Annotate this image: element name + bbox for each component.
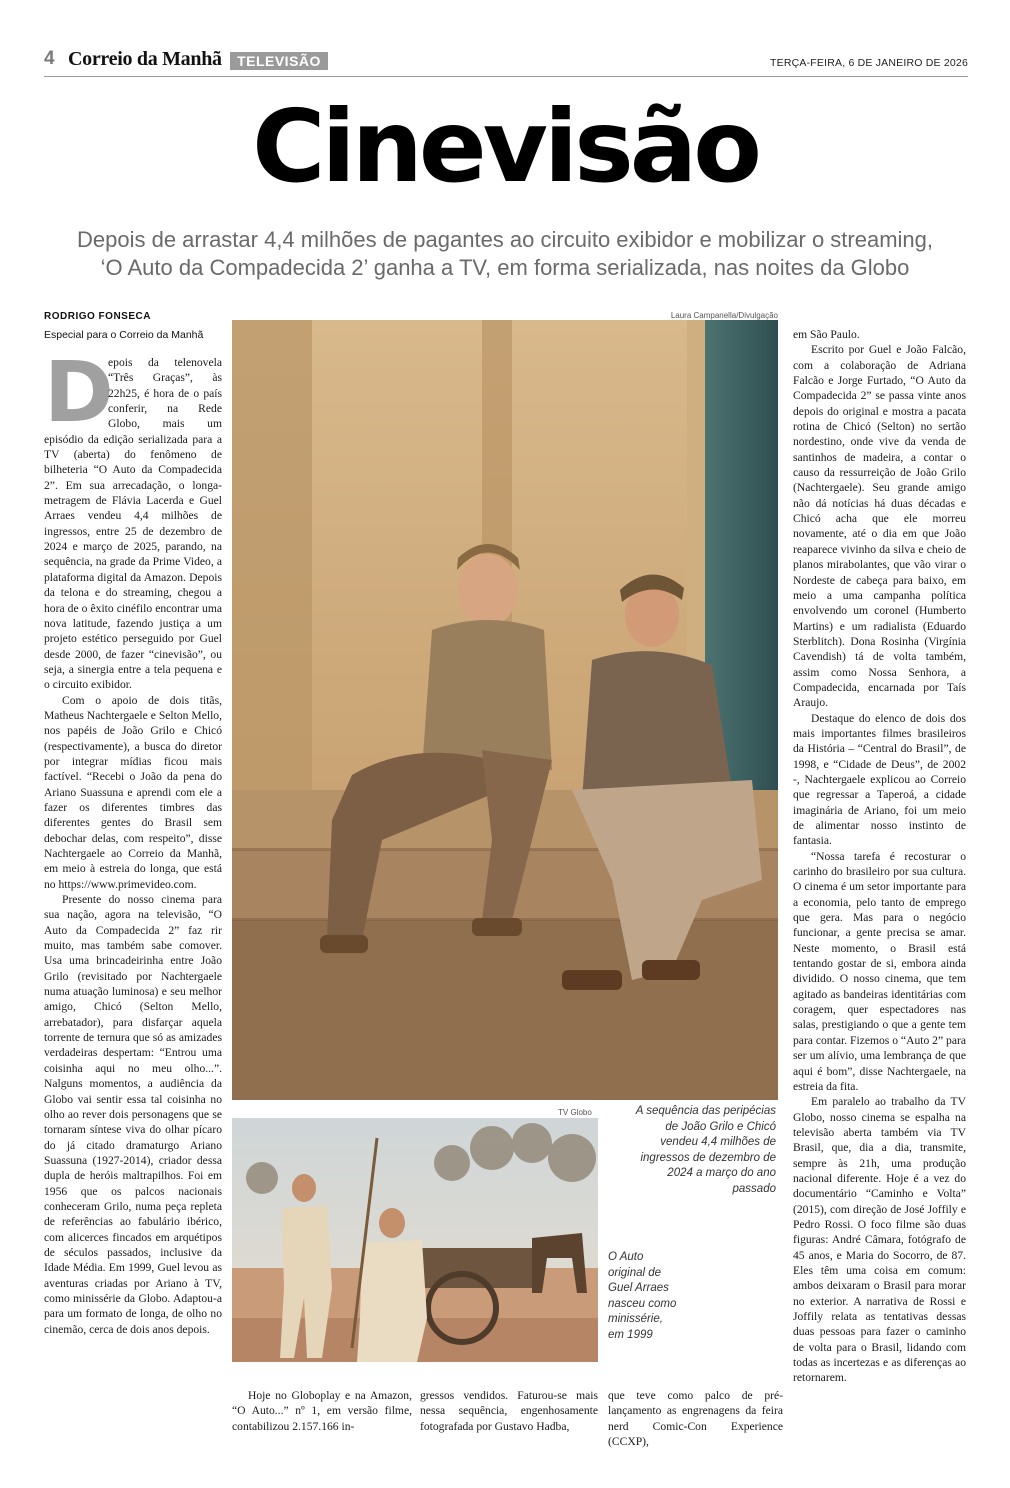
subtitle [44,226,966,282]
author-role: Especial para o Correio da Manhã [44,329,204,341]
small-photo-illustration [232,1118,598,1362]
article-column-4 [608,1388,783,1468]
photo-credit-main: Laura Campanella/Divulgação [670,311,778,320]
paragraph: “Nossa tarefa é recosturar o carinho do brasileiro por sua cultura. O cinema é um setor importante para a economia, pelo tanto de emprego que gera. Mas para o negócio funcionar, a gente precisa se amar. Neste momento, o Brasil está tentando gostar de si, embora ainda dividido. O nosso cinema, que tem agitado as bandeiras identitárias com coragem, quer espectadores nas salas, prestigiando o que a gente tem para contar. Fizemos o “Auto 2” para ser um alívio, uma lembrança de que aqui é bom”, disse Nachtergaele, na estreia da fita. [793,849,966,1093]
section-tag: TELEVISÃO [230,52,328,70]
paragraph: em São Paulo. [793,328,860,341]
article-column-1 [44,355,222,1445]
newspaper-name: Correio da Manhã [68,48,222,70]
author-name: RODRIGO FONSECA [44,311,151,322]
small-photo [232,1118,598,1362]
page-number: 4 [44,48,55,69]
main-photo-illustration [232,320,778,1100]
subtitle-line-1: Depois de arrastar 4,4 milhões de pagantes ao circuito exibidor e mobilizar o streaming, [77,227,933,252]
main-photo-caption: A sequência das peripécias de João Grilo e Chicó vendeu 4,4 milhões de ingressos de dezembro de 2024 a março do ano passado [635,1105,776,1195]
article-column-2 [232,1388,412,1468]
paragraph: Escrito por Guel e João Falcão, com a colaboração de Adriana Falcão e Jorge Furtado, “O Auto da Compadecida 2” se passa vinte anos depois do original e mostra a pacata rotina de Chicó (Selton) no sertão nordestino, onde vive da venda de santinhos de madeira, a contar o causo da ressurreição de João Grilo (Nachtergaele). Seu grande amigo não dá notícias há duas décadas e Chicó acha que ele morreu novamente, até o dia em que João reaparece vivinho da silva e cheio de planos mirabolantes, que vão virar o Nordeste de cabeça para baixo, em meio a uma campanha política envolvendo um coronel (Humberto Martins) e um radialista (Eduardo Sterblitch). Dona Rosinha (Virgínia Cavendish) tá de volta também, assim como Nossa Senhora, a Compadecida, encarnada por Taís Araujo. [793,343,966,710]
paragraph: gressos vendidos. Faturou-se mais nessa sequência, engenhosamente fotografada por Gustavo Hadba, [420,1389,598,1433]
photo-credit-small: TV Globo [558,1108,592,1117]
drop-cap: D [44,355,114,441]
paragraph: que teve como palco de pré-lançamento as engrenagens da feira nerd Comic-Con Experience (CCXP), [608,1389,783,1449]
paragraph: epois da telenovela “Três Graças”, às 22h25, é hora de o país conferir, na Rede Globo, mais um episódio da edição serializada para a TV (aberta) do fenômeno de bilheteria “O Auto da Compadecida 2”. Em sua arrecadação, o longa-metragem de Flávia Lacerda e Guel Arraes vendeu 4,4 milhões de ingressos, entre 25 de dezembro de 2024 e março de 2025, parando, na sequência, na grade da Prime Video, a plataforma digital da Amazon. Depois da telona e do streaming, chegou a hora de o êxito cinéfilo encontrar uma nova latitude, fazendo justiça a um projeto estético perseguido por Guel desde 2000, de fazer “cinevisão”, ou seja, a sinergia entre a tela pequena e o circuito exibidor. [44,356,222,692]
header-rule [44,76,968,77]
subtitle-line-2: ‘O Auto da Compadecida 2’ ganha a TV, em forma serializada, nas noites da Globo [100,255,910,280]
paragraph: Presente do nosso cinema para sua nação, agora na televisão, “O Auto da Compadecida 2” faz rir muito, mas também sabe comover. Usa uma brincadeirinha entre João Grilo (revisitado por Nachtergaele numa atuação luminosa) e seu melhor amigo, Chicó (Selton Mello, arrebatador), para disfarçar aquela torrente de ternura que só as amizades verdadeiras despertam: “Entrou uma coisinha aqui no meu olho...”. Nalguns momentos, a audiência da Globo vai sentir essa tal coisinha no olho ao rever dois personagens que se tornaram síntese viva do olhar pícaro do já citado dramaturgo Ariano Suassuna (1927-2014), criador dessa dupla de heróis maltrapilhos. Foi em 1956 que os palcos nacionais conheceram Grilo, numa peça repleta de referências ao fabulário ibérico, com alicerces fincados em arquétipos de séculos passados, inclusive da Idade Média. Em 1999, Guel levou as aventuras criadas por Ariano à TV, como minissérie da Globo. Adaptou-a para um formato de longa, de olho no cinemão, cerca de dois anos depois. [44,893,222,1336]
paragraph: Em paralelo ao trabalho da TV Globo, nosso cinema se espalha na televisão aberta também via TV Brasil, que, dia a dia, transmite, sempre às 21h, uma produção nacional diferente. Hoje é a vez do documentário “Caminho e Volta” (2015), com direção de José Joffily e Pedro Rossi. O foco filme são duas figuras: André Câmara, fotógrafo de 45 anos, e Maria do Socorro, de 87. Eles têm uma coisa em comum: ambos deixaram o Brasil para morar no exterior. A narrativa de Rossi e Joffily relata as tentativas dessas duas pessoas para fazer o caminho de volta para o Brasil, lidando com todas as incertezas e as diferenças ao retornarem. [793,1095,966,1385]
dateline: TERÇA-FEIRA, 6 DE JANEIRO DE 2026 [770,57,968,69]
article-column-5 [793,327,966,1457]
paragraph: Com o apoio de dois titãs, Matheus Nachtergaele e Selton Mello, nos papéis de João Grilo e Chicó (respectivamente), a busca do diretor por integrar mídias ficou mais factível. “Recebi o João da pena do Ariano Suassuna e aprendi com ele a fazer os diferentes timbres das diferentes gentes do Brasil sem debochar delas, com respeito”, disse Nachtergaele ao Correio da Manhã, em meio à estreia do longa, que está no https://www.primevideo.com. [44,693,222,891]
headline: Cinevisão [252,88,758,205]
paragraph: Destaque do elenco de dois dos mais importantes filmes brasileiros da História – “Central do Brasil”, de 1998, e “Cidade de Deus”, de 2002 -, Nachtergaele explicou ao Correio que regressar a Taperoá, a cidade imaginária de Ariano, foi um meio de alimentar nosso instinto de fantasia. [793,711,966,848]
paragraph: Hoje no Globoplay e na Amazon, “O Auto...” nº 1, em versão filme, contabilizou 2.157.166 in- [232,1389,412,1433]
article-column-3 [420,1388,598,1468]
main-photo [232,320,778,1100]
small-photo-caption: O Auto original de Guel Arraes nasceu como minissérie, em 1999 [608,1251,677,1341]
